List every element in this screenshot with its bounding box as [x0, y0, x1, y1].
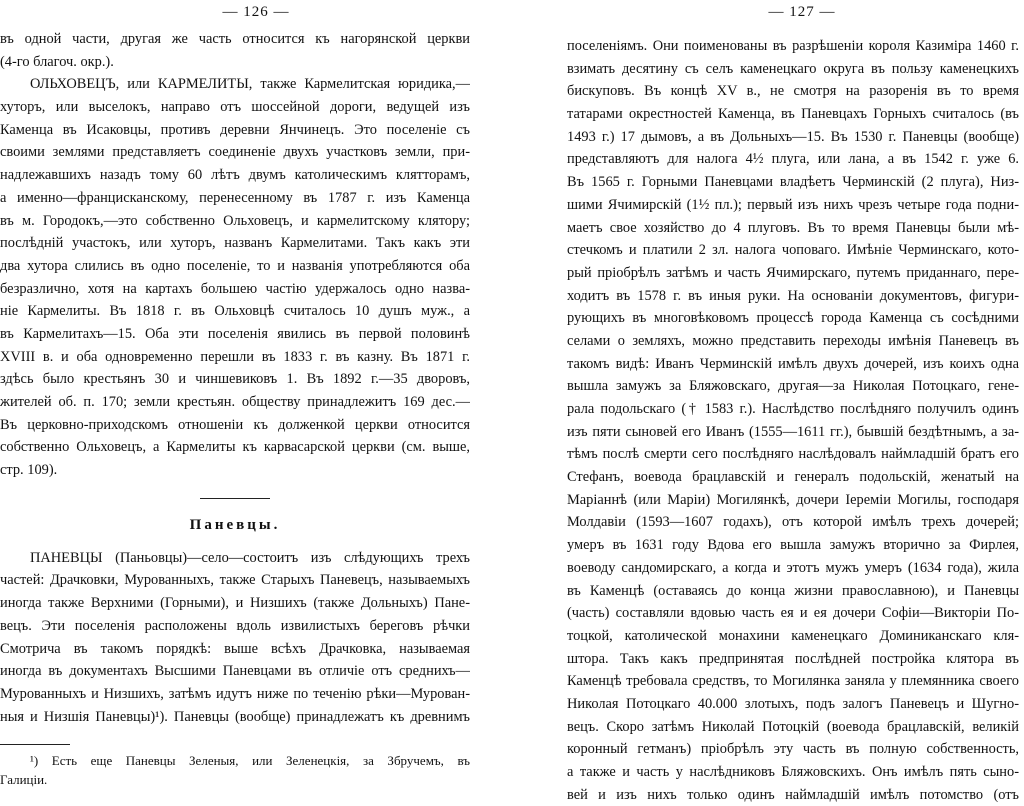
text-line: Смотрича въ такомъ порядкѣ: выше всѣхъ Драчковка, называемая	[0, 640, 470, 657]
text-line: Молдавіи (1593—1607 годахъ), отъ которой имѣлъ трехъ дочерей;	[567, 514, 1019, 531]
text-line: такомъ видѣ: Иванъ Черминскій имѣлъ двухъ дочерей, изъ коихъ одна	[567, 355, 1019, 372]
text-line: надлежавшихъ назадъ тому 60 лѣтъ двумъ католическимъ клятторамъ,	[0, 167, 470, 184]
footnote-line: ¹) Есть еще Паневцы Зеленыя, или Зеленецкія, за Збручемъ, въ	[30, 753, 470, 769]
page-number: — 126 —	[222, 4, 290, 20]
text-line: здѣсь было крестьянъ 30 и чиншевиковъ 1. Въ 1892 г.—35 дворовъ,	[0, 371, 470, 388]
text-line: рала подольскаго († 1583 г.). Наслѣдство послѣдняго получилъ одинъ	[567, 401, 1019, 417]
text-line: Каменца въ Исаковцы, противъ деревни Янчинецъ. Это поселеніе съ	[0, 121, 470, 138]
text-line: изъ пяти сыновей его Иванъ (1555—1611 гг.), бывшій бездѣтнымъ, а за-	[567, 423, 1019, 440]
text-line: а также и часть у наслѣдниковъ Бляжовскихъ. Онъ имѣлъ пять сыно-	[567, 764, 1019, 780]
text-line: (часть) составляли вдовью часть ея и ея дочери Софіи—Викторіи По-	[567, 605, 1019, 622]
left-page-text	[0, 28, 470, 789]
text-line: а именно—францисканскому, перенесенному въ 1787 г. изъ Каменца	[0, 189, 470, 206]
text-line: шими Ячимирскій (1½ пл.); первый изъ нихъ чрезъ четыре года подни-	[567, 196, 1019, 213]
text-line: Въ церковно-приходскомъ отношеніи къ долженкой церкви относится	[0, 416, 470, 433]
text-line: ОЛЬХОВЕЦЪ, или КАРМЕЛИТЫ, также Кармелитская юридика,—	[30, 76, 470, 93]
text-line: (4-го благоч. окр.).	[0, 53, 114, 70]
text-line: тоцкой, католической монахини каменецкаго Доминиканскаго кля-	[567, 627, 1019, 644]
paragraph	[0, 28, 470, 73]
text-line: ПАНЕВЦЫ (Паньовцы)—село—состоитъ изъ слѣдующихъ трехъ	[30, 549, 470, 566]
text-line: Каменцѣ требовала средствъ, то Могилянка заняла у племянника своего	[567, 673, 1019, 690]
text-line: умеръ въ 1631 году Вдова его вышла замужъ вторично за Фирлея,	[567, 537, 1019, 554]
text-line: въ Кармелитахъ—15. Оба эти поселенія явились въ первой половинѣ	[0, 325, 470, 342]
text-line: два хутора слились въ одно поселеніе, то и названія употребляются оба	[0, 257, 470, 274]
text-line: безразлично, хотя на картахъ большею частію удержалось одно назва-	[0, 280, 470, 297]
text-line: ніе Кармелиты. Въ 1818 г. въ Ольховцѣ считалось 10 душъ муж., а	[0, 303, 470, 320]
page-number: — 127 —	[768, 4, 836, 20]
right-page-text	[567, 35, 1019, 806]
text-line: частей: Драчковки, Мурованныхъ, также Старыхъ Паневецъ, называемыхъ	[0, 572, 470, 589]
text-line: тѣмъ послѣ смерти сего послѣдняго наслѣдовалъ наймладшій братъ его	[567, 446, 1019, 463]
text-line: собственно Ольховецъ, а Кармелиты къ карвасарской церкви (см. выше,	[0, 439, 470, 456]
text-line: послѣдній участокъ, или хуторъ, названъ Кармелитами. Такъ какъ эти	[0, 235, 470, 252]
text-line: иногда также Верхними (Горными), и Низшихъ (также Дольныхъ) Пане-	[0, 595, 470, 612]
paragraph	[0, 547, 470, 729]
text-line: взимать десятину съ селъ каменецкаго округа въ пользу каменецкихъ	[567, 60, 1019, 77]
footnote	[0, 751, 470, 789]
text-line: стечкомъ и платили 2 зл. налога чоповаго. Имѣніе Черминскаго, кото-	[567, 242, 1019, 259]
text-line: Николая Потоцкаго 40.000 злотыхъ, подъ залогъ Паневецъ и Шугно-	[567, 695, 1019, 712]
section-heading: Паневцы.	[189, 516, 281, 533]
text-line: вей и изъ нихъ только одинъ наймладшій имѣлъ потомство (отъ	[567, 786, 1019, 803]
text-line: Маріаннѣ (или Маріи) Могилянкѣ, дочери Іереміи Могилы, господаря	[567, 491, 1019, 508]
text-line: 1493 г.) 17 дымовъ, а въ Дольныхъ—15. Въ 1530 г. Паневцы (вообще)	[567, 128, 1019, 145]
footnote-line: Галиціи.	[0, 772, 48, 788]
paragraph	[0, 73, 470, 481]
text-line: штора. Такъ какъ предпринятая послѣдней постройка клятора въ	[567, 650, 1019, 667]
text-line: рующихъ въ многовѣковомъ процессѣ города Каменца съ сосѣдними	[567, 310, 1019, 327]
text-line: Мурованныхъ и Низшихъ, затѣмъ идутъ ниже по теченію рѣки—Мурован-	[0, 685, 470, 702]
text-line: Въ 1565 г. Горными Паневцами владѣетъ Черминскій (2 плуга), Низ-	[567, 174, 1019, 191]
text-line: коронный гетманъ) пріобрѣлъ эту часть въ полную собственность,	[567, 741, 1019, 758]
text-line: своими землями представляетъ соединеніе двухъ участковъ земли, при-	[0, 144, 470, 161]
text-line: въ Каменцѣ (оставаясь до конца жизни православною), и Паневцы	[567, 582, 1019, 599]
text-line: въ м. Городокъ,—это собственно Ольховецъ, и кармелитскому клятору;	[0, 212, 470, 229]
text-line: вецъ. Скоро затѣмъ Николай Потоцкій (воевода брацлавскій, великій	[567, 718, 1019, 735]
text-line: представляютъ для налога 4½ плуга, или лана, а въ 1542 г. уже 6.	[567, 151, 1019, 168]
text-line: маетъ свое хозяйство до 4 плуговъ. Въ то время Паневцы были мѣ-	[567, 219, 1019, 236]
text-line: рый пріобрѣлъ затѣмъ и часть Ячимирскаго, путемъ приданнаго, пере-	[567, 264, 1019, 281]
section-divider	[200, 498, 270, 499]
text-line: XVIII в. и оба одновременно перешли въ 1833 г. въ казну. Въ 1871 г.	[0, 348, 470, 365]
text-line: поселеніямъ. Они поименованы въ разрѣшеніи короля Казиміра 1460 г.	[567, 38, 1019, 54]
text-line: ныя и Низшія Паневцы)¹). Паневцы (вообще) принадлежатъ къ древнимъ	[0, 708, 470, 725]
text-line: жителей об. п. 170; земли крестьян. обществу принадлежитъ 169 дес.—	[0, 394, 470, 410]
text-line: вецъ. Эти поселенія расположены вдоль извилистыхъ береговъ рѣчки	[0, 617, 470, 634]
text-line: вышла замужъ за Бляжовскаго, другая—за Николая Потоцкаго, гене-	[567, 378, 1019, 395]
text-line: Стефанъ, воевода брацлавскій и генералъ подольскій, женатый на	[567, 469, 1019, 486]
text-line: бискуповъ. Въ концѣ XV в., не смотря на разоренія въ то время	[567, 83, 1019, 100]
text-line: стр. 109).	[0, 462, 58, 479]
text-line: иногда въ документахъ Высшими Паневцами въ отличіе отъ среднихъ—	[0, 663, 470, 680]
text-line: селами о земляхъ, можно представить переходы имѣнія Паневецъ въ	[567, 332, 1019, 349]
text-line: въ одной части, другая же часть относится къ нагорянской церкви	[0, 31, 470, 47]
footnote-divider	[0, 744, 70, 745]
text-line: татарами окрестностей Каменца, въ Паневцахъ Горныхъ считалось (въ	[567, 106, 1019, 123]
text-line: хуторъ, или выселокъ, направо отъ шоссейной дороги, ведущей изъ	[0, 99, 470, 116]
text-line: ходитъ въ 1578 г. въ иныя руки. На основаніи документовъ, фигури-	[567, 287, 1019, 304]
text-line: воеводу сандомирскаго, а когда и этотъ мужъ умеръ (1634 года), жила	[567, 559, 1019, 576]
